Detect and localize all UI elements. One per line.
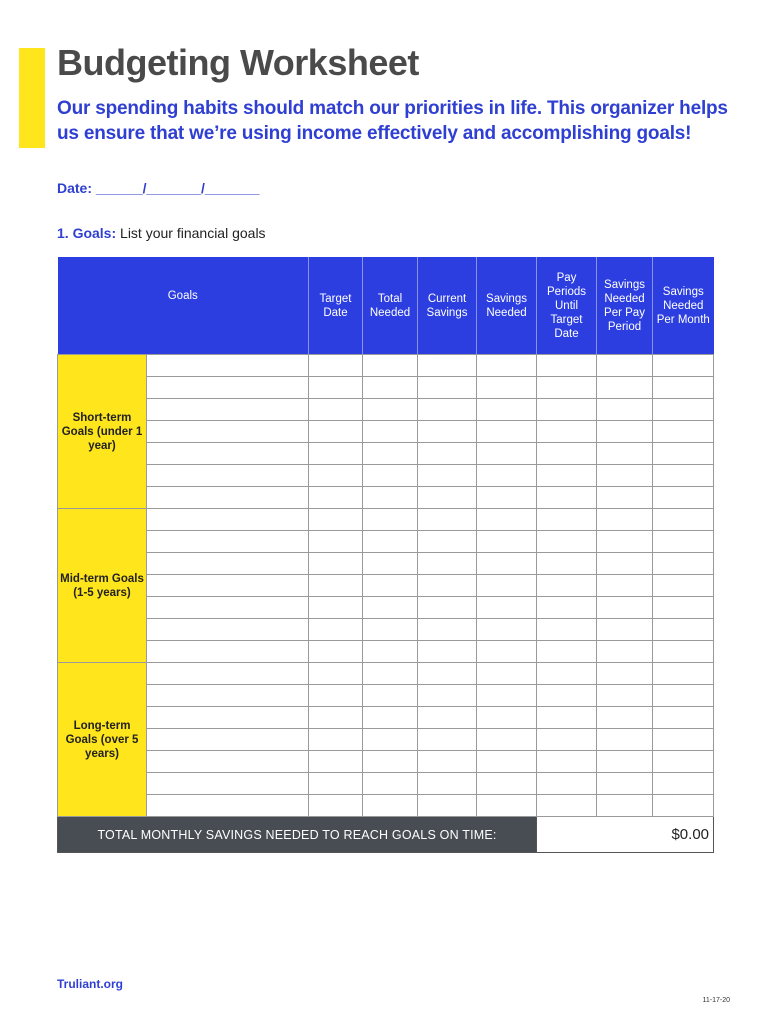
- entry-cell[interactable]: [477, 641, 537, 663]
- entry-cell[interactable]: [477, 597, 537, 619]
- entry-cell[interactable]: [597, 531, 653, 553]
- entry-cell[interactable]: [597, 685, 653, 707]
- entry-cell[interactable]: [537, 531, 597, 553]
- entry-cell[interactable]: [477, 355, 537, 377]
- entry-cell[interactable]: [363, 619, 418, 641]
- entry-cell[interactable]: [477, 553, 537, 575]
- entry-cell[interactable]: [537, 795, 597, 817]
- entry-cell[interactable]: [147, 399, 309, 421]
- entry-cell[interactable]: [653, 773, 714, 795]
- entry-cell[interactable]: [537, 575, 597, 597]
- entry-cell[interactable]: [309, 729, 363, 751]
- entry-cell[interactable]: [597, 751, 653, 773]
- entry-cell[interactable]: [477, 377, 537, 399]
- entry-cell[interactable]: [309, 465, 363, 487]
- entry-cell[interactable]: [653, 399, 714, 421]
- page-subtitle: Our spending habits should match our priorities in life. This organizer helps us ensure that we’re using income effectively and accomplishing goals!: [57, 98, 728, 144]
- table-row: [58, 399, 714, 421]
- entry-cell[interactable]: [418, 553, 477, 575]
- entry-cell[interactable]: [418, 421, 477, 443]
- entry-cell[interactable]: [363, 685, 418, 707]
- footer-revision-date: 11-17-20: [702, 997, 730, 1004]
- entry-cell[interactable]: [418, 729, 477, 751]
- entry-cell[interactable]: [309, 355, 363, 377]
- entry-cell[interactable]: [309, 553, 363, 575]
- entry-cell[interactable]: [597, 597, 653, 619]
- entry-cell[interactable]: [477, 751, 537, 773]
- entry-cell[interactable]: [597, 663, 653, 685]
- entry-cell[interactable]: [363, 377, 418, 399]
- entry-cell[interactable]: [309, 597, 363, 619]
- total-value: $0.00: [537, 817, 714, 853]
- entry-cell[interactable]: [597, 355, 653, 377]
- entry-cell[interactable]: [597, 553, 653, 575]
- date-field[interactable]: Date: ______/_______/_______: [57, 180, 260, 196]
- entry-cell[interactable]: [147, 795, 309, 817]
- entry-cell[interactable]: [537, 421, 597, 443]
- entry-cell[interactable]: [309, 443, 363, 465]
- entry-cell[interactable]: [653, 355, 714, 377]
- entry-cell[interactable]: [537, 773, 597, 795]
- entry-cell[interactable]: [363, 509, 418, 531]
- title-accent-bar: [19, 48, 45, 148]
- entry-cell[interactable]: [418, 509, 477, 531]
- entry-cell[interactable]: [597, 487, 653, 509]
- table-row: [58, 597, 714, 619]
- entry-cell[interactable]: [147, 531, 309, 553]
- entry-cell[interactable]: [147, 509, 309, 531]
- entry-cell[interactable]: [147, 773, 309, 795]
- entry-cell[interactable]: [537, 663, 597, 685]
- entry-cell[interactable]: [597, 509, 653, 531]
- entry-cell[interactable]: [477, 663, 537, 685]
- table-row: [58, 729, 714, 751]
- table-row: [58, 619, 714, 641]
- entry-cell[interactable]: [363, 707, 418, 729]
- footer-website-link[interactable]: Truliant.org: [57, 977, 123, 991]
- entry-cell[interactable]: [309, 399, 363, 421]
- entry-cell[interactable]: [537, 399, 597, 421]
- entry-cell[interactable]: [418, 597, 477, 619]
- entry-cell[interactable]: [597, 399, 653, 421]
- entry-cell[interactable]: [418, 355, 477, 377]
- entry-cell[interactable]: [363, 575, 418, 597]
- entry-cell[interactable]: [477, 421, 537, 443]
- table-row: [58, 773, 714, 795]
- entry-cell[interactable]: [597, 421, 653, 443]
- header-current-savings: Current Savings: [418, 257, 477, 355]
- entry-cell[interactable]: [309, 663, 363, 685]
- entry-cell[interactable]: [418, 575, 477, 597]
- entry-cell[interactable]: [363, 663, 418, 685]
- entry-cell[interactable]: [363, 421, 418, 443]
- entry-cell[interactable]: [147, 553, 309, 575]
- entry-cell[interactable]: [418, 377, 477, 399]
- entry-cell[interactable]: [418, 773, 477, 795]
- entry-cell[interactable]: [418, 641, 477, 663]
- goal-category-label: Short-term Goals (under 1 year): [58, 355, 147, 509]
- entry-cell[interactable]: [653, 531, 714, 553]
- table-row: [58, 751, 714, 773]
- entry-cell[interactable]: [418, 465, 477, 487]
- entry-cell[interactable]: [147, 597, 309, 619]
- entry-cell[interactable]: [597, 619, 653, 641]
- section-instruction: List your financial goals: [116, 225, 266, 241]
- entry-cell[interactable]: [309, 377, 363, 399]
- entry-cell[interactable]: [418, 399, 477, 421]
- entry-cell[interactable]: [537, 355, 597, 377]
- entry-cell[interactable]: [653, 553, 714, 575]
- entry-cell[interactable]: [418, 707, 477, 729]
- header-pay-periods: Pay Periods Until Target Date: [537, 257, 597, 355]
- entry-cell[interactable]: [418, 751, 477, 773]
- entry-cell[interactable]: [653, 487, 714, 509]
- entry-cell[interactable]: [653, 509, 714, 531]
- table-row: [58, 707, 714, 729]
- total-row: [58, 817, 714, 853]
- entry-cell[interactable]: [147, 421, 309, 443]
- entry-cell[interactable]: [309, 421, 363, 443]
- entry-cell[interactable]: [537, 641, 597, 663]
- table-row: [58, 377, 714, 399]
- entry-cell[interactable]: [309, 487, 363, 509]
- table-row: [58, 531, 714, 553]
- entry-cell[interactable]: [537, 465, 597, 487]
- entry-cell[interactable]: [597, 575, 653, 597]
- entry-cell[interactable]: [309, 575, 363, 597]
- entry-cell[interactable]: [477, 509, 537, 531]
- total-label: TOTAL MONTHLY SAVINGS NEEDED TO REACH GOALS ON TIME:: [58, 817, 537, 853]
- entry-cell[interactable]: [537, 619, 597, 641]
- header-goals: Goals: [58, 257, 309, 355]
- entry-cell[interactable]: [537, 509, 597, 531]
- entry-cell[interactable]: [147, 641, 309, 663]
- entry-cell[interactable]: [477, 575, 537, 597]
- entry-cell[interactable]: [537, 553, 597, 575]
- entry-cell[interactable]: [309, 773, 363, 795]
- entry-cell[interactable]: [147, 377, 309, 399]
- entry-cell[interactable]: [477, 399, 537, 421]
- entry-cell[interactable]: [309, 685, 363, 707]
- entry-cell[interactable]: [418, 685, 477, 707]
- entry-cell[interactable]: [418, 487, 477, 509]
- entry-cell[interactable]: [147, 575, 309, 597]
- entry-cell[interactable]: [147, 487, 309, 509]
- entry-cell[interactable]: [309, 619, 363, 641]
- entry-cell[interactable]: [147, 663, 309, 685]
- header-target-date: Target Date: [309, 257, 363, 355]
- entry-cell[interactable]: [363, 465, 418, 487]
- entry-cell[interactable]: [477, 707, 537, 729]
- entry-cell[interactable]: [597, 729, 653, 751]
- entry-cell[interactable]: [597, 641, 653, 663]
- entry-cell[interactable]: [363, 355, 418, 377]
- entry-cell[interactable]: [477, 619, 537, 641]
- entry-cell[interactable]: [477, 795, 537, 817]
- table-row: [58, 553, 714, 575]
- entry-cell[interactable]: [477, 531, 537, 553]
- entry-cell[interactable]: [537, 707, 597, 729]
- goal-category-label: Long-term Goals (over 5 years): [58, 663, 147, 817]
- entry-cell[interactable]: [597, 377, 653, 399]
- entry-cell[interactable]: [363, 773, 418, 795]
- entry-cell[interactable]: [537, 685, 597, 707]
- table-row: [58, 355, 714, 377]
- entry-cell[interactable]: [363, 531, 418, 553]
- section-heading: [57, 225, 266, 241]
- entry-cell[interactable]: [309, 795, 363, 817]
- goals-table: [57, 257, 714, 853]
- entry-cell[interactable]: [597, 795, 653, 817]
- entry-cell[interactable]: [477, 465, 537, 487]
- entry-cell[interactable]: [363, 487, 418, 509]
- entry-cell[interactable]: [537, 443, 597, 465]
- entry-cell[interactable]: [653, 421, 714, 443]
- table-row: [58, 465, 714, 487]
- entry-cell[interactable]: [537, 729, 597, 751]
- entry-cell[interactable]: [363, 399, 418, 421]
- entry-cell[interactable]: [147, 443, 309, 465]
- entry-cell[interactable]: [653, 575, 714, 597]
- entry-cell[interactable]: [363, 641, 418, 663]
- entry-cell[interactable]: [653, 795, 714, 817]
- table-row: [58, 795, 714, 817]
- entry-cell[interactable]: [537, 597, 597, 619]
- entry-cell[interactable]: [363, 795, 418, 817]
- entry-cell[interactable]: [309, 751, 363, 773]
- entry-cell[interactable]: [477, 487, 537, 509]
- page-title: Budgeting Worksheet: [57, 42, 419, 83]
- entry-cell[interactable]: [147, 729, 309, 751]
- entry-cell[interactable]: [597, 465, 653, 487]
- entry-cell[interactable]: [653, 663, 714, 685]
- header-savings-per-month: Savings Needed Per Month: [653, 257, 714, 355]
- entry-cell[interactable]: [477, 443, 537, 465]
- entry-cell[interactable]: [363, 751, 418, 773]
- entry-cell[interactable]: [147, 619, 309, 641]
- table-row: [58, 575, 714, 597]
- header-total-needed: Total Needed: [363, 257, 418, 355]
- table-row: [58, 487, 714, 509]
- entry-cell[interactable]: [653, 685, 714, 707]
- entry-cell[interactable]: [597, 707, 653, 729]
- entry-cell[interactable]: [653, 751, 714, 773]
- entry-cell[interactable]: [653, 729, 714, 751]
- table-row: [58, 663, 714, 685]
- entry-cell[interactable]: [309, 531, 363, 553]
- entry-cell[interactable]: [653, 465, 714, 487]
- entry-cell[interactable]: [477, 685, 537, 707]
- goal-category-label: Mid-term Goals (1-5 years): [58, 509, 147, 663]
- entry-cell[interactable]: [537, 487, 597, 509]
- entry-cell[interactable]: [653, 597, 714, 619]
- header-savings-needed: Savings Needed: [477, 257, 537, 355]
- entry-cell[interactable]: [653, 619, 714, 641]
- entry-cell[interactable]: [537, 377, 597, 399]
- entry-cell[interactable]: [477, 729, 537, 751]
- entry-cell[interactable]: [147, 751, 309, 773]
- entry-cell[interactable]: [309, 707, 363, 729]
- table-row: [58, 443, 714, 465]
- table-row: [58, 641, 714, 663]
- entry-cell[interactable]: [363, 443, 418, 465]
- entry-cell[interactable]: [309, 641, 363, 663]
- entry-cell[interactable]: [653, 443, 714, 465]
- entry-cell[interactable]: [363, 729, 418, 751]
- table-row: [58, 421, 714, 443]
- entry-cell[interactable]: [597, 443, 653, 465]
- section-number-label: 1. Goals:: [57, 225, 117, 241]
- entry-cell[interactable]: [363, 597, 418, 619]
- entry-cell[interactable]: [597, 773, 653, 795]
- entry-cell[interactable]: [147, 355, 309, 377]
- entry-cell[interactable]: [418, 443, 477, 465]
- table-row: [58, 509, 714, 531]
- entry-cell[interactable]: [418, 663, 477, 685]
- entry-cell[interactable]: [418, 619, 477, 641]
- entry-cell[interactable]: [147, 707, 309, 729]
- entry-cell[interactable]: [147, 685, 309, 707]
- entry-cell[interactable]: [477, 773, 537, 795]
- entry-cell[interactable]: [418, 795, 477, 817]
- table-header-row: [58, 257, 714, 355]
- entry-cell[interactable]: [653, 641, 714, 663]
- entry-cell[interactable]: [363, 553, 418, 575]
- header-savings-per-pay-period: Savings Needed Per Pay Period: [597, 257, 653, 355]
- entry-cell[interactable]: [653, 707, 714, 729]
- entry-cell[interactable]: [537, 751, 597, 773]
- entry-cell[interactable]: [309, 509, 363, 531]
- entry-cell[interactable]: [418, 531, 477, 553]
- entry-cell[interactable]: [147, 465, 309, 487]
- entry-cell[interactable]: [653, 377, 714, 399]
- table-row: [58, 685, 714, 707]
- goals-table-body: [58, 355, 714, 853]
